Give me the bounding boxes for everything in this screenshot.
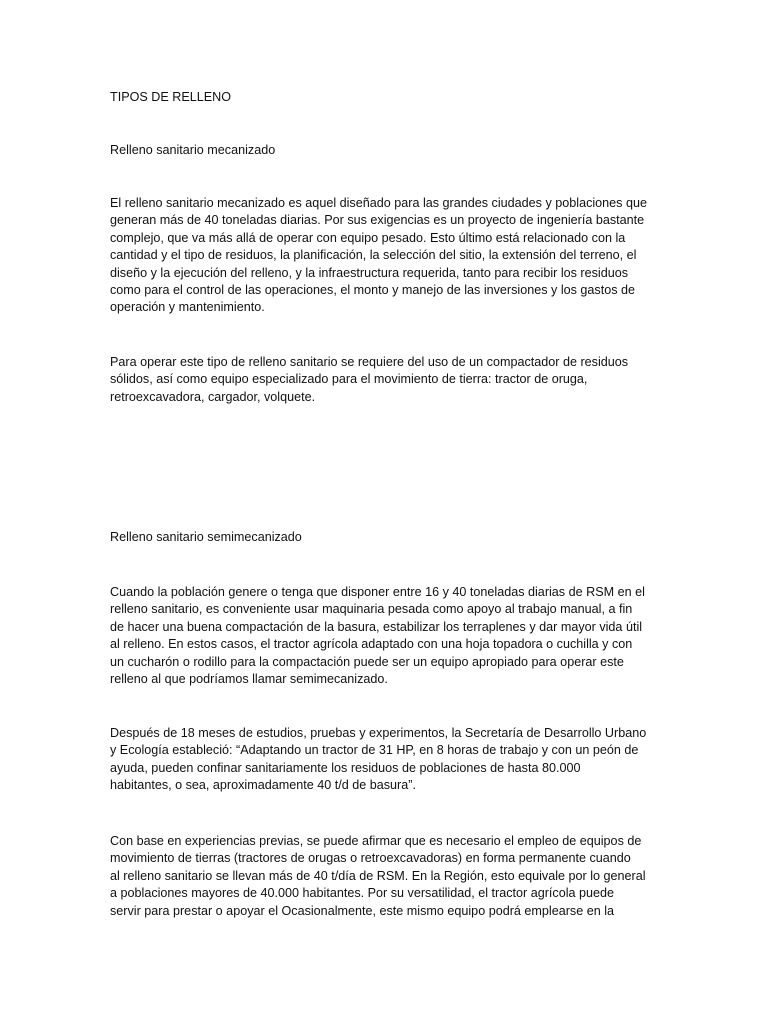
text-line: diseño y la ejecución del relleno, y la infraestructura requerida, tanto para recibir los residuos	[110, 265, 629, 280]
text-line: operación y mantenimiento.	[110, 300, 265, 315]
text-line: movimiento de tierras (tractores de orugas o retroexcavadoras) en forma permanente cuando	[110, 851, 631, 866]
text-line: habitantes, o sea, aproximadamente 40 t/d de basura”.	[110, 778, 416, 793]
paragraph-mecanizado-description	[110, 195, 658, 317]
text-line: Para operar este tipo de relleno sanitario se requiere del uso de un compactador de residuos	[110, 355, 629, 369]
text-line: al relleno sanitario se llevan más de 40 t/día de RSM. En la Región, esto equivale por lo general	[110, 868, 646, 883]
text-line: Después de 18 meses de estudios, pruebas y experimentos, la Secretaría de Desarrollo Urbano	[110, 726, 647, 740]
text-line: de hacer una buena compactación de la basura, estabilizar los terraplenes y dar mayor vida útil	[110, 619, 643, 634]
text-line: al relleno. En estos casos, el tractor agrícola adaptado con una hoja topadora o cuchilla y con	[110, 637, 633, 652]
text-line: complejo, que va más allá de operar con equipo pesado. Esto último está relacionado con la	[110, 230, 626, 245]
text-line: un cucharón o rodillo para la compactación puede ser un equipo apropiado para operar este	[110, 654, 624, 669]
text-line: El relleno sanitario mecanizado es aquel diseñado para las grandes ciudades y poblaciones que	[110, 196, 647, 210]
paragraph-mecanizado-equipment	[110, 354, 658, 406]
text-line: Con base en experiencias previas, se puede afirmar que es necesario el empleo de equipos de	[110, 834, 642, 848]
text-line: y Ecología estableció: “Adaptando un tractor de 31 HP, en 8 horas de trabajo y con un peón de	[110, 743, 639, 758]
text-line: sólidos, así como equipo especializado para el movimiento de tierra: tractor de oruga,	[110, 372, 588, 387]
section-heading-mecanizado: Relleno sanitario mecanizado	[110, 143, 276, 157]
paragraph-semimecanizado-description	[110, 584, 658, 688]
text-line: cantidad y el tipo de residuos, la planificación, la selección del sitio, la extensión del terreno, el	[110, 248, 637, 263]
section-heading-semimecanizado: Relleno sanitario semimecanizado	[110, 530, 302, 544]
text-line: servir para prestar o apoyar el Ocasionalmente, este mismo equipo podrá emplearse en la	[110, 903, 615, 918]
text-line: Cuando la población genere o tenga que disponer entre 16 y 40 toneladas diarias de RSM en el	[110, 585, 645, 599]
paragraph-study-results	[110, 725, 658, 795]
text-line: generan más de 40 toneladas diarias. Por sus exigencias es un proyecto de ingeniería bastante	[110, 213, 645, 228]
text-line: relleno al que podríamos llamar semimecanizado.	[110, 672, 388, 687]
paragraph-equipment-experience	[110, 833, 658, 920]
text-line: como para el control de las operaciones, el monto y manejo de las inversiones y los gastos de	[110, 283, 636, 298]
document-title: TIPOS DE RELLENO	[110, 90, 232, 104]
text-line: retroexcavadora, cargador, volquete.	[110, 389, 316, 404]
text-line: a poblaciones mayores de 40.000 habitantes. Por su versatilidad, el tractor agrícola puede	[110, 886, 615, 901]
text-line: relleno sanitario, es conveniente usar maquinaria pesada como apoyo al trabajo manual, a fin	[110, 602, 633, 617]
text-line: ayuda, pueden confinar sanitariamente los residuos de poblaciones de hasta 80.000	[110, 760, 581, 775]
